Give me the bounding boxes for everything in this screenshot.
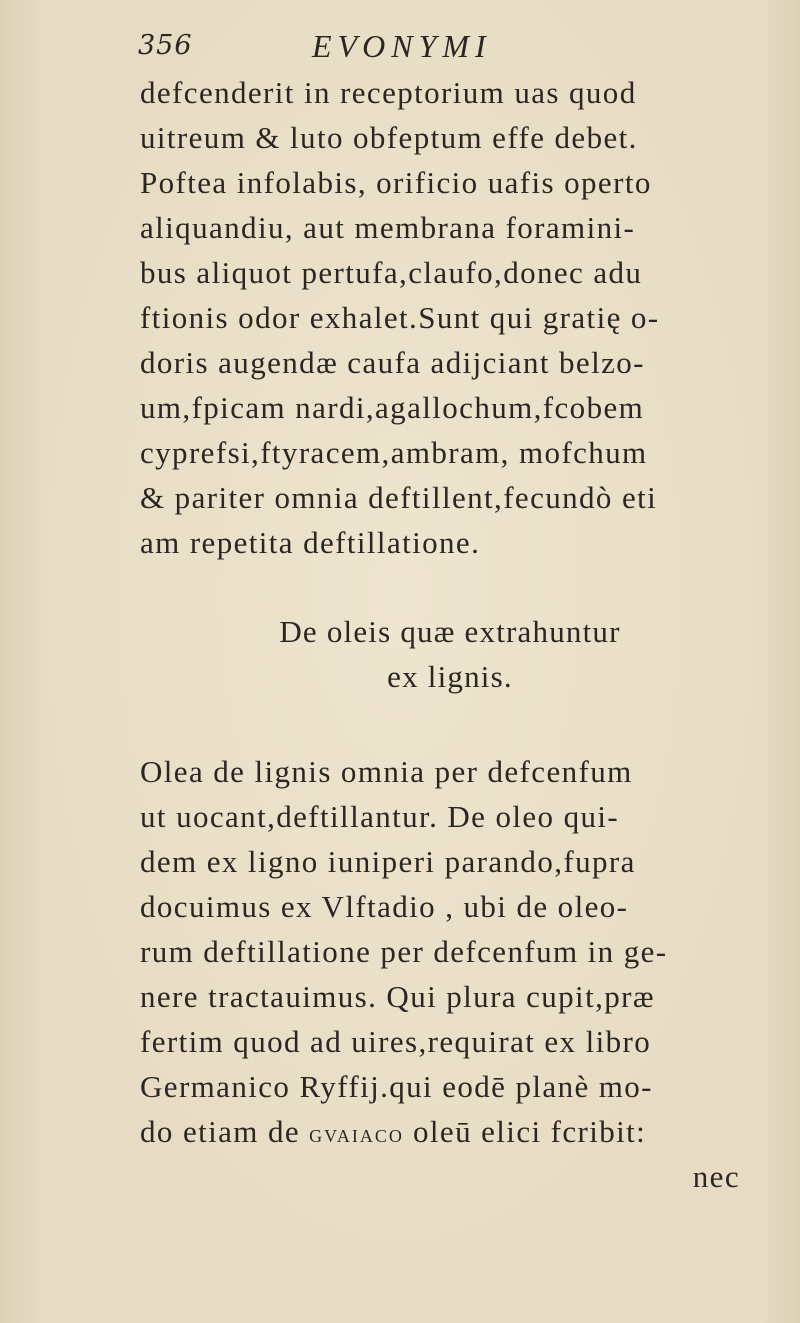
- catchword: nec: [692, 1159, 740, 1194]
- text-line: aliquandiu, aut membrana foramini-: [140, 210, 636, 245]
- text-line: [140, 1109, 760, 1154]
- text-line: dem ex ligno iuniperi parando,fupra: [140, 844, 636, 879]
- text-line: nere tractauimus. Qui plura cupit,præ: [140, 979, 655, 1014]
- text-line: defcenderit in receptorium uas quod: [140, 75, 637, 110]
- text-line: bus aliquot pertufa,claufo,donec adu: [140, 255, 643, 290]
- text-block: [140, 70, 760, 1199]
- page-number: 356: [138, 30, 193, 61]
- text-run: do etiam de: [140, 1114, 310, 1149]
- running-head: EVONYMI: [312, 28, 492, 64]
- smallcaps-word: gvaiaco: [309, 1119, 404, 1148]
- text-line: ftionis odor exhalet.Sunt qui gratię o-: [140, 300, 660, 335]
- section-heading: [140, 609, 760, 699]
- paragraph-1: [140, 70, 760, 565]
- text-line: rum deftillatione per defcenfum in ge-: [140, 934, 668, 969]
- heading-line: ex lignis.: [387, 659, 513, 694]
- text-line: Olea de lignis omnia per defcenfum: [140, 754, 633, 789]
- spacer: [140, 699, 760, 749]
- text-line: & pariter omnia deftillent,fecundò eti: [140, 480, 658, 515]
- text-line: fertim quod ad uires,requirat ex libro: [140, 1024, 652, 1059]
- text-line: am repetita deftillatione.: [140, 525, 481, 560]
- text-line: uitreum & luto obfeptum effe debet.: [140, 120, 638, 155]
- page-header: [138, 22, 778, 68]
- paragraph-2: [140, 749, 760, 1199]
- text-line: um,fpicam nardi,agallochum,fcobem: [140, 390, 645, 425]
- heading-line: De oleis quæ extrahuntur: [279, 614, 621, 649]
- text-line: Poftea infolabis, orificio uafis operto: [140, 165, 652, 200]
- text-line: Germanico Ryffij.qui eodē planè mo-: [140, 1069, 653, 1104]
- text-run: oleū elici fcribit:: [403, 1114, 647, 1149]
- text-line: ut uocant,deftillantur. De oleo qui-: [140, 799, 620, 834]
- spacer: [140, 565, 760, 609]
- text-line: cyprefsi,ftyracem,ambram, mofchum: [140, 435, 648, 470]
- text-line: doris augendæ caufa adijciant belzo-: [140, 345, 645, 380]
- text-line: docuimus ex Vlftadio , ubi de oleo-: [140, 889, 629, 924]
